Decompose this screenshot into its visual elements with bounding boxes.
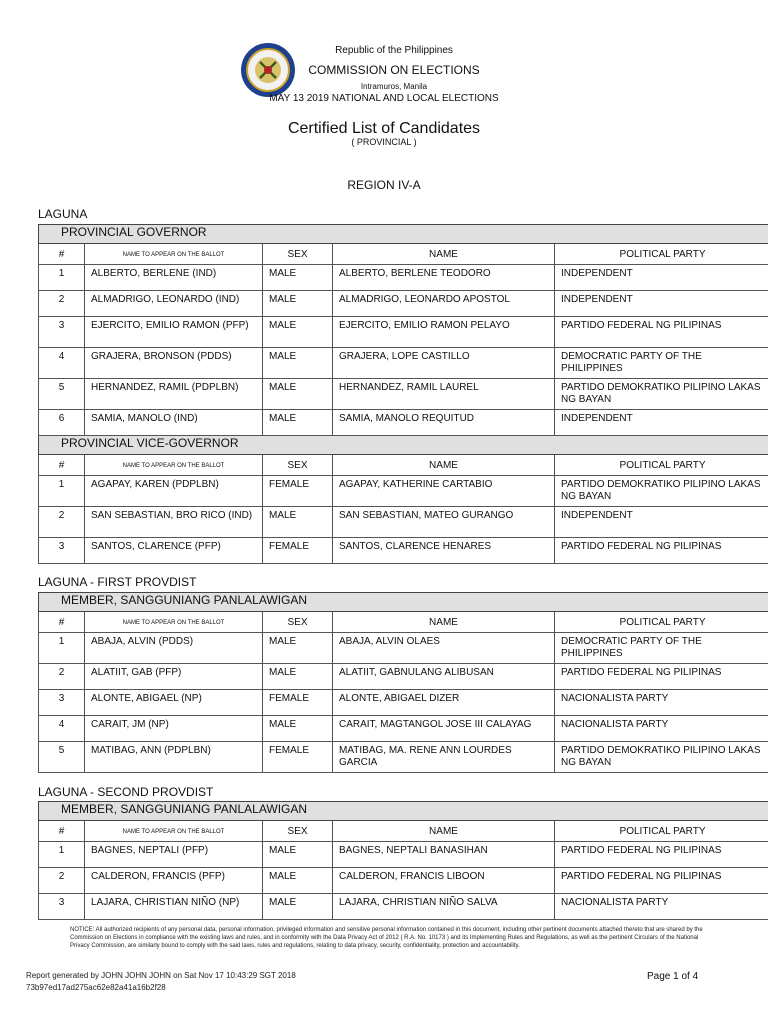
- cell-num: 5: [39, 379, 85, 410]
- table-row: [39, 868, 768, 894]
- candidates-table: [38, 224, 768, 564]
- area-title: LAGUNA - SECOND PROVDIST: [38, 785, 214, 799]
- cell-party: NACIONALISTA PARTY: [555, 716, 768, 742]
- document-title: Certified List of Candidates: [287, 120, 481, 137]
- cell-party: PARTIDO FEDERAL NG PILIPINAS: [555, 868, 768, 894]
- table-row: [39, 664, 768, 690]
- cell-ballot-name: ALONTE, ABIGAEL (NP): [85, 690, 263, 716]
- col-party-header: POLITICAL PARTY: [555, 244, 768, 265]
- cell-sex: MALE: [263, 633, 333, 664]
- cell-sex: MALE: [263, 317, 333, 348]
- candidates-table: [38, 592, 768, 773]
- cell-party: DEMOCRATIC PARTY OF THE PHILIPPINES: [555, 348, 768, 379]
- cell-ballot-name: SAN SEBASTIAN, BRO RICO (IND): [85, 507, 263, 538]
- cell-party: INDEPENDENT: [555, 410, 768, 436]
- cell-party: PARTIDO DEMOKRATIKO PILIPINO LAKAS NG BAYAN: [555, 379, 768, 410]
- cell-party: NACIONALISTA PARTY: [555, 894, 768, 920]
- table-row: [39, 716, 768, 742]
- page-number: Page 1 of 4: [647, 971, 699, 982]
- commission-label: COMMISSION ON ELECTIONS: [308, 63, 480, 77]
- cell-num: 1: [39, 633, 85, 664]
- col-party-header: POLITICAL PARTY: [555, 821, 768, 842]
- col-ballot-header: NAME TO APPEAR ON THE BALLOT: [85, 244, 263, 265]
- col-ballot-header: NAME TO APPEAR ON THE BALLOT: [85, 821, 263, 842]
- document-subtitle: ( PROVINCIAL ): [351, 137, 417, 147]
- col-num-header: #: [39, 612, 85, 633]
- col-num-header: #: [39, 821, 85, 842]
- cell-sex: MALE: [263, 379, 333, 410]
- area-title: LAGUNA: [38, 207, 88, 221]
- cell-ballot-name: SANTOS, CLARENCE (PFP): [85, 538, 263, 564]
- cell-sex: FEMALE: [263, 476, 333, 507]
- cell-num: 2: [39, 291, 85, 317]
- cell-sex: MALE: [263, 664, 333, 690]
- table-row: [39, 265, 768, 291]
- cell-full-name: SAMIA, MANOLO REQUITUD: [333, 410, 555, 436]
- cell-ballot-name: GRAJERA, BRONSON (PDDS): [85, 348, 263, 379]
- table-row: [39, 538, 768, 564]
- cell-full-name: AGAPAY, KATHERINE CARTABIO: [333, 476, 555, 507]
- cell-party: INDEPENDENT: [555, 507, 768, 538]
- cell-full-name: LAJARA, CHRISTIAN NIÑO SALVA: [333, 894, 555, 920]
- table-row: [39, 476, 768, 507]
- cell-full-name: HERNANDEZ, RAMIL LAUREL: [333, 379, 555, 410]
- position-title: MEMBER, SANGGUNIANG PANLALAWIGAN: [39, 802, 768, 821]
- cell-party: DEMOCRATIC PARTY OF THE PHILIPPINES: [555, 633, 768, 664]
- republic-label: Republic of the Philippines: [335, 45, 453, 56]
- col-num-header: #: [39, 455, 85, 476]
- cell-ballot-name: AGAPAY, KAREN (PDPLBN): [85, 476, 263, 507]
- cell-num: 1: [39, 265, 85, 291]
- cell-sex: MALE: [263, 410, 333, 436]
- cell-ballot-name: HERNANDEZ, RAMIL (PDPLBN): [85, 379, 263, 410]
- cell-sex: MALE: [263, 348, 333, 379]
- cell-party: PARTIDO DEMOKRATIKO PILIPINO LAKAS NG BAYAN: [555, 742, 768, 773]
- cell-sex: MALE: [263, 868, 333, 894]
- cell-ballot-name: ALMADRIGO, LEONARDO (IND): [85, 291, 263, 317]
- report-footer: [26, 970, 296, 994]
- cell-party: INDEPENDENT: [555, 265, 768, 291]
- cell-full-name: ALMADRIGO, LEONARDO APOSTOL: [333, 291, 555, 317]
- cell-party: PARTIDO FEDERAL NG PILIPINAS: [555, 842, 768, 868]
- table-header-row: [39, 821, 768, 842]
- report-hash: 73b97ed17ad275ac62e82a41a16b2f28: [26, 983, 166, 992]
- col-num-header: #: [39, 244, 85, 265]
- cell-num: 1: [39, 476, 85, 507]
- position-title: PROVINCIAL GOVERNOR: [39, 225, 768, 244]
- cell-party: INDEPENDENT: [555, 291, 768, 317]
- cell-full-name: GRAJERA, LOPE CASTILLO: [333, 348, 555, 379]
- cell-ballot-name: SAMIA, MANOLO (IND): [85, 410, 263, 436]
- table-row: [39, 690, 768, 716]
- cell-sex: MALE: [263, 894, 333, 920]
- table-row: [39, 842, 768, 868]
- cell-num: 1: [39, 842, 85, 868]
- cell-sex: FEMALE: [263, 742, 333, 773]
- cell-full-name: ALBERTO, BERLENE TEODORO: [333, 265, 555, 291]
- election-label: MAY 13 2019 NATIONAL AND LOCAL ELECTIONS: [269, 93, 499, 104]
- cell-party: PARTIDO FEDERAL NG PILIPINAS: [555, 317, 768, 348]
- cell-full-name: CARAIT, MAGTANGOL JOSE III CALAYAG: [333, 716, 555, 742]
- table-row: [39, 379, 768, 410]
- cell-num: 5: [39, 742, 85, 773]
- cell-num: 4: [39, 716, 85, 742]
- cell-num: 3: [39, 894, 85, 920]
- cell-sex: MALE: [263, 716, 333, 742]
- table-row: [39, 742, 768, 773]
- table-header-row: [39, 455, 768, 476]
- candidates-table: [38, 801, 768, 920]
- col-name-header: NAME: [333, 244, 555, 265]
- col-sex-header: SEX: [263, 455, 333, 476]
- table-header-row: [39, 244, 768, 265]
- cell-ballot-name: MATIBAG, ANN (PDPLBN): [85, 742, 263, 773]
- cell-ballot-name: ALATIIT, GAB (PFP): [85, 664, 263, 690]
- cell-num: 3: [39, 317, 85, 348]
- cell-full-name: ALONTE, ABIGAEL DIZER: [333, 690, 555, 716]
- col-ballot-header: NAME TO APPEAR ON THE BALLOT: [85, 612, 263, 633]
- area-title: LAGUNA - FIRST PROVDIST: [38, 575, 197, 589]
- table-row: [39, 410, 768, 436]
- cell-ballot-name: CALDERON, FRANCIS (PFP): [85, 868, 263, 894]
- cell-ballot-name: ABAJA, ALVIN (PDDS): [85, 633, 263, 664]
- table-row: [39, 317, 768, 348]
- col-name-header: NAME: [333, 612, 555, 633]
- cell-party: PARTIDO FEDERAL NG PILIPINAS: [555, 664, 768, 690]
- table-row: [39, 291, 768, 317]
- cell-num: 4: [39, 348, 85, 379]
- col-sex-header: SEX: [263, 244, 333, 265]
- cell-party: PARTIDO DEMOKRATIKO PILIPINO LAKAS NG BAYAN: [555, 476, 768, 507]
- region-label: REGION IV-A: [347, 178, 421, 192]
- cell-ballot-name: CARAIT, JM (NP): [85, 716, 263, 742]
- document-header: [0, 0, 768, 200]
- cell-full-name: ABAJA, ALVIN OLAES: [333, 633, 555, 664]
- col-name-header: NAME: [333, 455, 555, 476]
- cell-full-name: MATIBAG, MA. RENE ANN LOURDES GARCIA: [333, 742, 555, 773]
- cell-party: PARTIDO FEDERAL NG PILIPINAS: [555, 538, 768, 564]
- col-sex-header: SEX: [263, 821, 333, 842]
- cell-num: 2: [39, 868, 85, 894]
- privacy-notice: NOTICE: All authorized recipients of any personal data, personal information, privileged information and sensitive personal information contained in this document, including other pertinent documents attached thereto that are shared by the Commission on Elections in compliance with the existing laws and rules, and in conformity with the Data Privacy Act of 2012 ( R.A. No. 10173 ) and its Implementing Rules and Regulations, as well as the pertinent Circulars of the National Privacy Commission, are similarly bound to comply with the said laws, rules and regulations, relating to data privacy, security, confidentiality, protection and accountability.: [70, 927, 703, 949]
- report-generated-label: Report generated by JOHN JOHN JOHN on Sat Nov 17 10:43:29 SGT 2018: [26, 971, 296, 980]
- position-title: MEMBER, SANGGUNIANG PANLALAWIGAN: [39, 593, 768, 612]
- col-sex-header: SEX: [263, 612, 333, 633]
- cell-sex: FEMALE: [263, 538, 333, 564]
- cell-full-name: BAGNES, NEPTALI BANASIHAN: [333, 842, 555, 868]
- col-ballot-header: NAME TO APPEAR ON THE BALLOT: [85, 455, 263, 476]
- cell-full-name: CALDERON, FRANCIS LIBOON: [333, 868, 555, 894]
- cell-sex: MALE: [263, 265, 333, 291]
- col-party-header: POLITICAL PARTY: [555, 612, 768, 633]
- table-header-row: [39, 612, 768, 633]
- cell-full-name: ALATIIT, GABNULANG ALIBUSAN: [333, 664, 555, 690]
- cell-ballot-name: ALBERTO, BERLENE (IND): [85, 265, 263, 291]
- cell-num: 6: [39, 410, 85, 436]
- cell-full-name: SANTOS, CLARENCE HENARES: [333, 538, 555, 564]
- position-title: PROVINCIAL VICE-GOVERNOR: [39, 436, 768, 455]
- location-label: Intramuros, Manila: [360, 82, 428, 91]
- cell-ballot-name: EJERCITO, EMILIO RAMON (PFP): [85, 317, 263, 348]
- table-row: [39, 507, 768, 538]
- cell-full-name: EJERCITO, EMILIO RAMON PELAYO: [333, 317, 555, 348]
- cell-sex: FEMALE: [263, 690, 333, 716]
- cell-sex: MALE: [263, 291, 333, 317]
- table-row: [39, 633, 768, 664]
- cell-ballot-name: BAGNES, NEPTALI (PFP): [85, 842, 263, 868]
- cell-full-name: SAN SEBASTIAN, MATEO GURANGO: [333, 507, 555, 538]
- col-party-header: POLITICAL PARTY: [555, 455, 768, 476]
- cell-num: 3: [39, 690, 85, 716]
- cell-sex: MALE: [263, 507, 333, 538]
- cell-num: 2: [39, 664, 85, 690]
- table-row: [39, 348, 768, 379]
- cell-sex: MALE: [263, 842, 333, 868]
- cell-party: NACIONALISTA PARTY: [555, 690, 768, 716]
- cell-ballot-name: LAJARA, CHRISTIAN NIÑO (NP): [85, 894, 263, 920]
- table-row: [39, 894, 768, 920]
- cell-num: 2: [39, 507, 85, 538]
- col-name-header: NAME: [333, 821, 555, 842]
- cell-num: 3: [39, 538, 85, 564]
